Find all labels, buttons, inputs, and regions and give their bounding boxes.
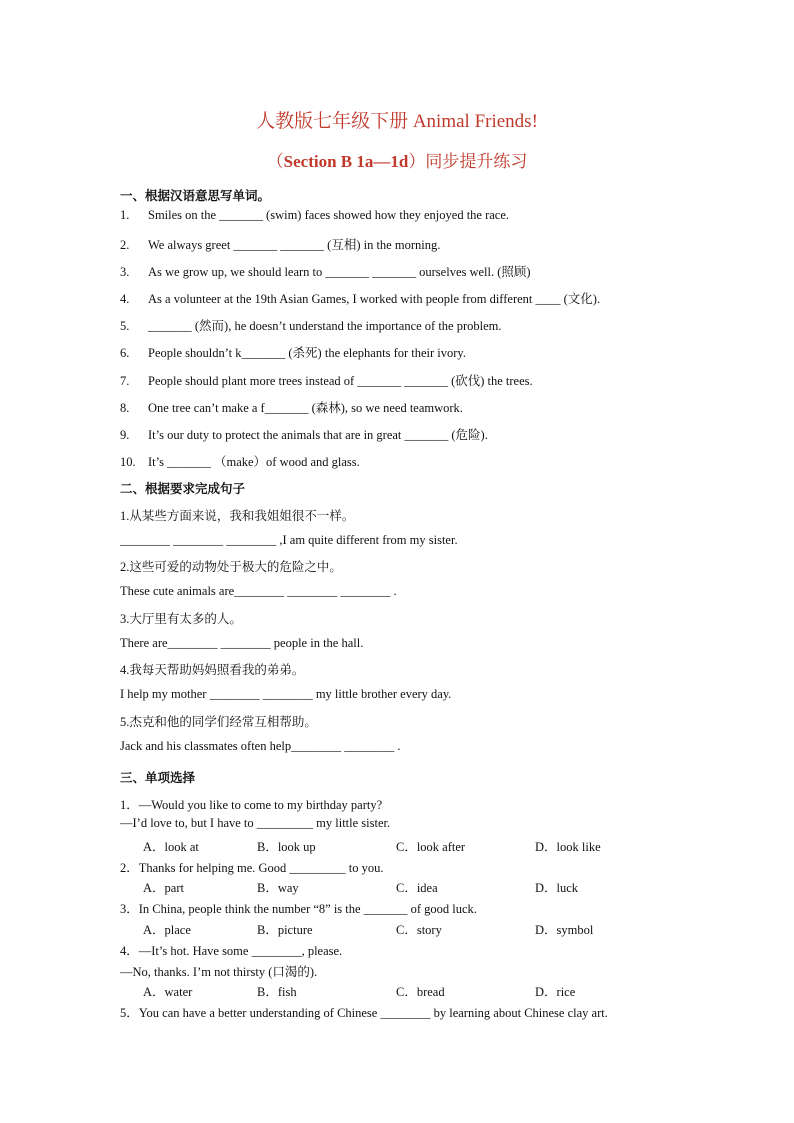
part1-item: [120, 208, 509, 223]
item-text: We always greet _______ _______ (互相) in the morning.: [148, 238, 441, 252]
part2-prompt-cn: 4.我每天帮助妈妈照看我的弟弟。: [120, 663, 305, 677]
option-b: B．picture: [257, 923, 313, 937]
part2-prompt-cn: 2.这些可爱的动物处于极大的危险之中。: [120, 560, 342, 574]
item-number: 9.: [120, 428, 130, 442]
part2-answer-line: I help my mother ________ ________ my little brother every day.: [120, 687, 452, 701]
part3-heading: 三、单项选择: [120, 770, 196, 785]
part2-prompt-cn: 3.大厅里有太多的人。: [120, 612, 242, 626]
item-number: 6.: [120, 346, 130, 360]
item-number: 5.: [120, 319, 130, 333]
part2-answer-line: There are________ ________ people in the hall.: [120, 636, 364, 650]
option-c: C．idea: [396, 881, 438, 895]
item-text: _______ (然而), he doesn’t understand the importance of the problem.: [148, 319, 502, 333]
item-text: As we grow up, we should learn to _______ _______ ourselves well. (照顾): [148, 265, 531, 279]
part2-heading: 二、根据要求完成句子: [120, 481, 246, 496]
question-stem-line2: —No, thanks. I’m not thirsty (口渴的).: [120, 965, 318, 979]
question-stem: 4．—It’s hot. Have some ________, please.: [120, 944, 343, 958]
part1-item: [120, 425, 488, 443]
option-c: C．bread: [396, 985, 445, 999]
part1-item: [120, 452, 360, 470]
part1-heading: 一、根据汉语意思写单词。: [120, 188, 271, 203]
part2-prompt-cn: 5.杰克和他的同学们经常互相帮助。: [120, 715, 317, 729]
option-b: B．look up: [257, 840, 316, 854]
item-number: 1.: [120, 208, 130, 222]
part1-item: [120, 371, 533, 389]
item-text: One tree can’t make a f_______ (森林), so we need teamwork.: [148, 401, 463, 415]
option-d: D．look like: [535, 840, 601, 854]
subtitle-paren: （: [266, 152, 284, 171]
option-d: D．rice: [535, 985, 576, 999]
item-number: 7.: [120, 374, 130, 388]
item-number: 4.: [120, 292, 130, 306]
question-stem: 5．You can have a better understanding of Chinese ________ by learning about Chinese clay art.: [120, 1006, 608, 1020]
part1-item: [120, 343, 466, 361]
part2-prompt-cn: 1.从某些方面来说，我和我姐姐很不一样。: [120, 509, 355, 523]
question-stem: 3．In China, people think the number “8” is the _______ of good luck.: [120, 902, 477, 916]
subtitle-section: Section B 1a—1d: [283, 152, 409, 171]
option-c: C．look after: [396, 840, 466, 854]
option-b: B．way: [257, 881, 299, 895]
item-text: People shouldn’t k_______ (杀死) the elephants for their ivory.: [148, 346, 466, 360]
subtitle-rest: ）同步提升练习: [408, 152, 528, 171]
option-a: A．place: [143, 923, 191, 937]
question-stem-line2: —I’d love to, but I have to _________ my little sister.: [120, 816, 391, 830]
part2-answer-line: These cute animals are________ ________ ________ .: [120, 584, 397, 598]
part2-answer-line: Jack and his classmates often help________ ________ .: [120, 739, 401, 753]
option-d: D．symbol: [535, 923, 594, 937]
item-text: Smiles on the _______ (swim) faces showed how they enjoyed the race.: [148, 208, 510, 222]
item-text: As a volunteer at the 19th Asian Games, I worked with people from different ____ (文化).: [148, 292, 601, 306]
option-a: A．part: [143, 881, 184, 895]
part1-item: [120, 289, 600, 307]
item-number: 2.: [120, 238, 130, 252]
question-stem: 2．Thanks for helping me. Good _________ to you.: [120, 861, 384, 875]
part1-item: [120, 262, 531, 280]
part1-item: [120, 235, 440, 253]
page-subtitle: [0, 147, 794, 172]
part2-answer-line: ________ ________ ________ ,I am quite different from my sister.: [120, 533, 458, 547]
option-b: B．fish: [257, 985, 297, 999]
item-text: It’s _______ （make）of wood and glass.: [148, 455, 360, 469]
item-number: 3.: [120, 265, 130, 279]
part1-item: [120, 398, 463, 416]
option-d: D．luck: [535, 881, 579, 895]
question-stem: 1．—Would you like to come to my birthday party?: [120, 798, 383, 812]
item-text: It’s our duty to protect the animals that are in great _______ (危险).: [148, 428, 488, 442]
item-number: 8.: [120, 401, 130, 415]
option-a: A．water: [143, 985, 193, 999]
option-a: A．look at: [143, 840, 199, 854]
page-title: 人教版七年级下册 Animal Friends!: [256, 111, 538, 132]
part1-item: [120, 316, 502, 334]
option-c: C．story: [396, 923, 442, 937]
item-number: 10.: [120, 455, 136, 469]
item-text: People should plant more trees instead of _______ _______ (砍伐) the trees.: [148, 374, 533, 388]
